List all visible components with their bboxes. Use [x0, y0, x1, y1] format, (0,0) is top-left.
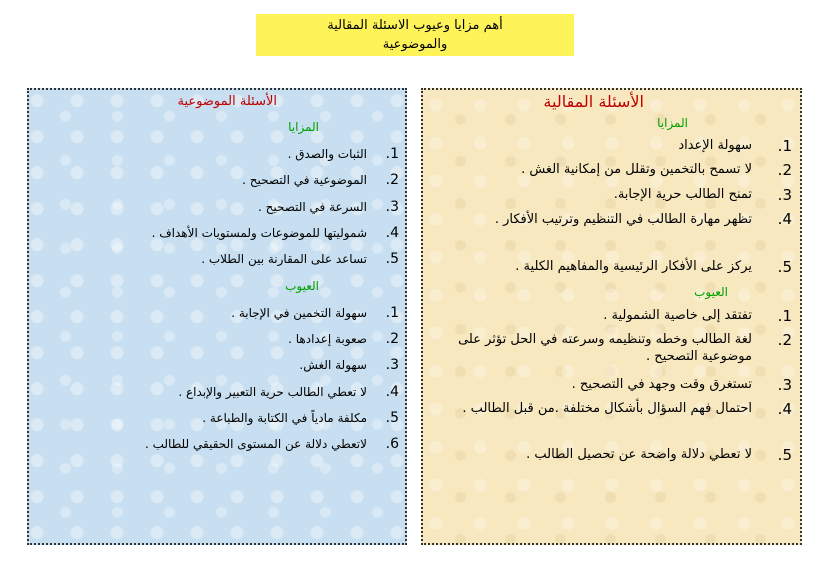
item-text: مكلفة مادياً في الكتابة والطباعة .	[202, 411, 367, 425]
item-number: 4.	[385, 225, 399, 241]
item-text: احتمال فهم السؤال بأشكال مختلفة .من قبل الطالب .	[462, 401, 752, 416]
document-title	[256, 14, 574, 56]
item-text: تساعد على المقارنة بين الطلاب .	[201, 252, 367, 266]
essay-advantages-label: المزايا	[657, 116, 688, 130]
item-number: 1.	[777, 307, 792, 325]
essay-questions-panel	[421, 88, 802, 545]
title-line-2: والموضوعية	[382, 37, 448, 52]
item-number: 5.	[777, 446, 792, 464]
item-number: 6.	[385, 436, 399, 452]
item-text: صعوبة إعدادها .	[288, 332, 367, 346]
item-number: 3.	[777, 186, 792, 204]
item-text: تستغرق وقت وجهد في التصحيح .	[571, 377, 752, 392]
item-text: يركز على الأفكار الرئيسية والمفاهيم الكلية .	[515, 259, 752, 274]
essay-disadvantages-label: العيوب	[694, 285, 728, 299]
item-number: 5.	[777, 258, 792, 276]
item-text: لا تعطي دلالة واضحة عن تحصيل الطالب .	[526, 447, 752, 462]
item-text: الموضوعية في التصحيح .	[242, 173, 367, 187]
item-number: 1.	[385, 305, 399, 321]
title-line-1: أهم مزايا وعيوب الاسئلة المقالية	[327, 18, 503, 33]
objective-disadvantages-label: العيوب	[285, 279, 319, 293]
item-number: 3.	[385, 357, 399, 373]
item-number: 4.	[385, 384, 399, 400]
item-text: الثبات والصدق .	[287, 147, 367, 161]
item-text: تمنح الطالب حرية الإجابة.	[613, 187, 752, 202]
item-number: 4.	[777, 210, 792, 228]
item-number: 3.	[777, 376, 792, 394]
objective-questions-panel	[27, 88, 407, 545]
item-text: لاتعطي دلالة عن المستوى الحقيقي للطالب .	[144, 437, 367, 451]
item-number: 1.	[385, 146, 399, 162]
item-number: 2.	[385, 172, 399, 188]
item-text: لا تسمح بالتخمين وتقلل من إمكانية الغش .	[521, 162, 752, 177]
item-number: 5.	[385, 251, 399, 267]
objective-advantages-label: المزايا	[288, 120, 319, 134]
item-text: تظهر مهارة الطالب في التنظيم وترتيب الأفكار .	[494, 212, 752, 227]
item-text: سهولة الغش.	[299, 358, 367, 372]
item-number: 2.	[777, 331, 792, 349]
essay-heading: الأسئلة المقالية	[543, 92, 644, 111]
item-number: 1.	[777, 137, 792, 155]
item-text: سهولة التخمين في الإجابة .	[231, 306, 367, 320]
item-text: شموليتها للموضوعات ولمستويات الأهداف .	[151, 226, 367, 240]
item-text: سهولة الإعداد	[678, 138, 752, 153]
objective-heading: الأسئلة الموضوعية	[177, 94, 277, 109]
item-number: 2.	[385, 331, 399, 347]
item-number: 4.	[777, 400, 792, 418]
item-text: السرعة في التصحيح .	[257, 200, 367, 214]
item-text: لغة الطالب وخطه وتنظيمه وسرعته في الحل تؤثر على موضوعية التصحيح .	[458, 332, 752, 364]
item-text: لا تعطي الطالب حرية التعبير والإبداع .	[178, 385, 367, 399]
item-number: 5.	[385, 410, 399, 426]
item-text: تفتقد إلى خاصية الشمولية .	[603, 308, 752, 323]
item-number: 3.	[385, 199, 399, 215]
item-number: 2.	[777, 161, 792, 179]
